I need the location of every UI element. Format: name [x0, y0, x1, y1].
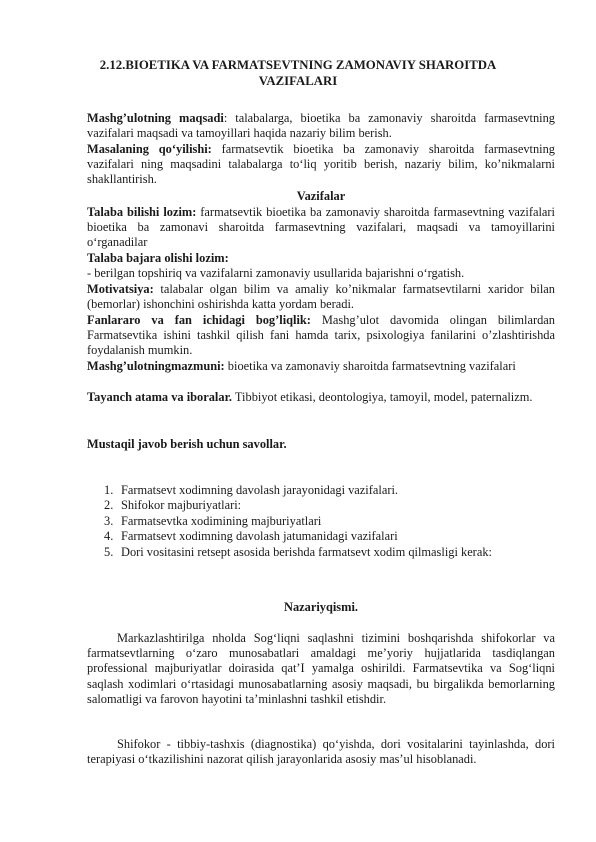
content-text: bioetika va zamonaviy sharoitda farmatsevtning vazifalari — [224, 359, 516, 373]
questions-list — [104, 483, 556, 560]
content-label: Mashg’ulotningmazmuni: — [87, 359, 225, 373]
list-item: 2. Shifokor majburiyatlari: — [104, 498, 242, 513]
title-line-1: 2.12.BIOETIKA VA FARMATSEVTNING ZAMONAVIY SHAROITDA — [99, 58, 497, 72]
goal-text: : talabalarga, bioetika ba zamonaviy sharoitda farmasevtning vazifalari maqsadi va tamoyillari haqida nazariy bilim berish. — [87, 111, 555, 141]
goal-paragraph — [87, 111, 555, 141]
title-line-2: VAZIFALARI — [258, 74, 338, 88]
list-item: 1. Farmatsevt xodimning davolash jarayonidagi vazifalari. — [104, 483, 398, 497]
motivation-label: Motivatsiya: — [87, 282, 154, 296]
motivation-paragraph — [87, 282, 555, 312]
terms-paragraph — [87, 390, 555, 405]
terms-label: Tayanch atama va iboralar. — [87, 390, 233, 404]
goal-label: Mashg’ulotning maqsadi — [87, 111, 224, 125]
list-item: 5. Dori vositasini retsept asosida berishda farmatsevt xodim qilmasligi kerak: — [104, 544, 492, 559]
task-paragraph — [87, 142, 555, 188]
theory-heading: Nazariyqismi. — [284, 600, 358, 614]
task-text: farmatsevtik bioetika ba zamonaviy sharoitda farmasevtning vazifalari ning maqsadini talabalarga to‘liq yoritib berish, nazariy bilim, ko’nikmalarni shakllantirish. — [87, 142, 555, 187]
know-label: Talaba bilishi lozim: — [87, 205, 197, 219]
terms-text: Tibbiyot etikasi, deontologiya, tamoyil, model, paternalizm. — [232, 390, 533, 404]
interdisciplinary-text: Mashg’ulot davomida olingan bilimlardan Farmatsevtika ishini tashkil qilish fani hamda tarix, psixologiya fanilarini o’zlashtirishda foydalanish mumkin. — [87, 313, 555, 358]
know-paragraph — [87, 205, 555, 251]
content-paragraph — [87, 359, 555, 374]
tasks-heading: Vazifalar — [296, 189, 346, 203]
must-paragraph — [87, 251, 555, 281]
know-text: farmatsevtik bioetika ba zamonaviy sharoitda farmasevtning vazifalari bioetika ba zamonavi sharoitda farmasevtning vazifalari, maqsadi va tamoyillarini o‘rganadilar — [87, 205, 555, 250]
theory-paragraph-1: Markazlashtirilga nholda Sog‘liqni saqlashni tizimini boshqarishda shifokorlar va farmatsevtlarning o‘zaro munosabatlari amaldagi me’yoriy hujjatlarida tasdiqlangan professional majburiyatlar doirasida qat’I yamalga oshirildi. Farmatsevtika va Sog‘liqni saqlash xodimlari o‘rtasidagi munosabatlarning asosiy maqsadi, bu birgalikda bemorlarning salomatligi va farovon hayotini ta’minlashni tashkil etishdir. — [87, 631, 555, 706]
list-item: 3. Farmatsevtka xodimining majburiyatlari — [104, 513, 322, 528]
must-text: - berilgan topshiriq va vazifalarni zamonaviy usullarida bajarishni o‘rgatish. — [87, 266, 465, 281]
interdisciplinary-label: Fanlararo va fan ichidagi bog’liqlik: — [87, 313, 311, 327]
task-label: Masalaning qo‘yilishi: — [87, 142, 212, 156]
questions-heading: Mustaqil javob berish uchun savollar. — [87, 437, 287, 451]
theory-paragraph-2: Shifokor - tibbiy-tashxis (diagnostika) qo‘yishda, dori vositalarini tayinlashda, dori terapiyasi o‘tkazilishini nazorat qilish jarayonlarida asosiy mas’ul hisoblanadi. — [87, 737, 555, 767]
list-item: 4. Farmatsevt xodimning davolash jatumanidagi vazifalari — [104, 529, 398, 544]
must-label: Talaba bajara olishi lozim: — [87, 251, 229, 265]
interdisciplinary-paragraph — [87, 313, 555, 359]
page-title — [60, 57, 536, 89]
motivation-text: talabalar olgan bilim va amaliy ko’nikmalar farmatsevtilarni xaridor bilan (bemorlar) ishonchini oshirishda katta yordam beradi. — [87, 282, 555, 312]
